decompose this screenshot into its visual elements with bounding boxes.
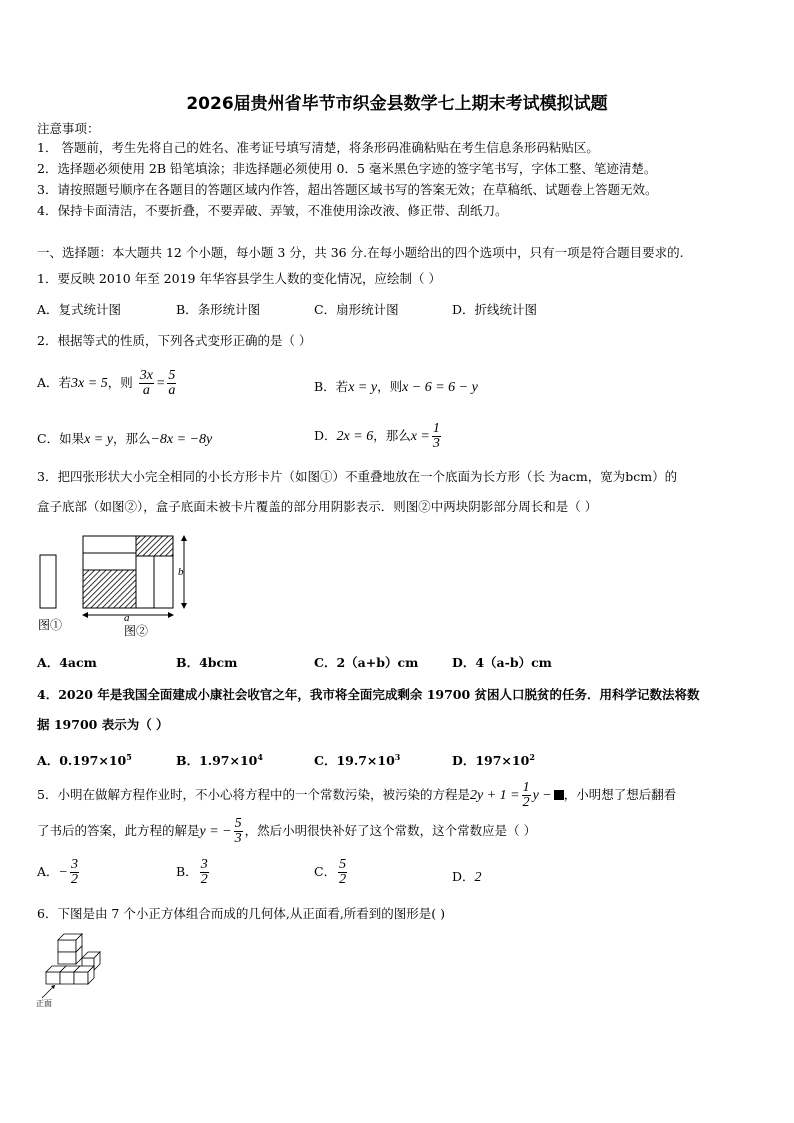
- q4-line-1: 4．2020 年是我国全面建成小康社会收官之年，我市将全面完成剩余 19700 贫困人口脱贫的任务．用科学记数法将数: [37, 687, 700, 702]
- q4-option-d: [452, 750, 535, 768]
- q4-d-exponent: 2: [529, 752, 535, 762]
- q3-figures: [36, 532, 196, 640]
- q5-line-1: [37, 781, 676, 810]
- q3-line-2: 盒子底部（如图②），盒子底面未被卡片覆盖的部分用阴影表示．则图②中两块阴影部分周长和是（ ）: [37, 499, 598, 514]
- fig1-label: 图①: [38, 618, 63, 632]
- q2-d-fraction: [432, 422, 441, 451]
- q2-b-label: B．若: [314, 379, 349, 394]
- q5-a-num: 3: [70, 857, 78, 872]
- q2-b-result: x − 6 = 6 − y: [402, 380, 478, 395]
- q5-eq-right: y −: [532, 788, 552, 803]
- q1-option-d: D．折线统计图: [452, 302, 538, 317]
- fig2-card-top: [83, 536, 136, 553]
- q5-eq-num: 1: [522, 780, 530, 795]
- q5-c-label: C．: [314, 864, 337, 879]
- q4-a-mantissa: A．0.197×10: [37, 753, 127, 769]
- cube-mid-front: [58, 952, 76, 964]
- q4-b-mantissa: B．1.97×10: [176, 753, 258, 769]
- q2-a-eq: =: [155, 376, 166, 391]
- q3-option-a: A．4acm: [37, 655, 97, 670]
- q5-a-sign: −: [58, 865, 68, 880]
- q5-d-value: 2: [474, 870, 482, 885]
- q2-a-cond: 3x = 5: [71, 376, 108, 391]
- notice-item-1: 1． 答题前，考生先将自己的姓名、准考证号填写清楚，将条形码准确粘贴在考生信息条形码粘贴区。: [37, 140, 599, 155]
- front-direction-arrow: [42, 986, 54, 998]
- q1-option-b: B．条形统计图: [176, 302, 261, 317]
- fig1-card: [40, 555, 56, 608]
- q2-d-num: 1: [432, 421, 440, 436]
- q5-line-2: [37, 817, 536, 846]
- cube-front-mid-front: [60, 972, 74, 984]
- cube-front-right-front: [74, 972, 88, 984]
- q2-option-d: [314, 422, 443, 451]
- q4-option-b: [176, 750, 263, 768]
- fig2-card-second: [83, 553, 136, 570]
- q2-a-then: ，则: [107, 375, 133, 390]
- q2-b-then: ，则: [377, 379, 403, 394]
- q2-a-label: A．若: [37, 375, 72, 390]
- q5-sol-num: 5: [234, 816, 242, 831]
- q3-option-d: D．4（a-b）cm: [452, 655, 552, 670]
- cube-top-front: [58, 940, 76, 952]
- q3-option-c: C．2（a+b）cm: [314, 655, 419, 670]
- notice-item-4: 4．保持卡面清洁，不要折叠，不要弄破、弄皱，不准使用涂改液、修正带、刮纸刀。: [37, 203, 508, 218]
- q4-c-mantissa: C．19.7×10: [314, 753, 395, 769]
- q5-c-num: 5: [339, 857, 347, 872]
- q2-d-lhs: x =: [410, 429, 430, 444]
- q2-c-label: C．如果: [37, 431, 85, 446]
- q2-d-then: ，那么: [373, 428, 411, 443]
- q5-option-a: [37, 858, 81, 887]
- q5-line1-pre: 5．小明在做解方程作业时，不小心将方程中的一个常数污染，被污染的方程是: [37, 787, 470, 802]
- q2-option-b: [314, 380, 478, 395]
- page-title: 2026届贵州省毕节市织金县数学七上期末考试模拟试题: [186, 94, 608, 114]
- q6-stem: 6．下图是由 7 个小正方体组合而成的几何体,从正面看,所看到的图形是( ): [37, 906, 446, 921]
- q5-option-b: [176, 858, 211, 887]
- q2-b-cond: x = y: [348, 380, 378, 395]
- q2-d-label: D．: [314, 428, 337, 443]
- q2-c-cond: x = y: [84, 432, 113, 447]
- q4-d-mantissa: D．197×10: [452, 753, 530, 769]
- q5-b-den: 2: [200, 872, 208, 887]
- dim-b-arrow-top: [181, 535, 187, 541]
- q5-option-d: [452, 870, 482, 885]
- q5-b-num: 3: [200, 857, 208, 872]
- q4-a-exponent: 5: [126, 752, 132, 762]
- fig2-card-vertical-1: [136, 556, 154, 608]
- q2-a-fraction-right: [167, 369, 176, 398]
- q6-cube-figure: [34, 928, 104, 1010]
- notice-item-2: 2．选择题必须使用 2B 铅笔填涂；非选择题必须使用 0．5 毫米黑色字迹的签字笔书写，字体工整、笔迹清楚。: [37, 161, 657, 176]
- q5-line2-pre: 了书后的答案，此方程的解是: [37, 823, 200, 838]
- notice-item-3: 3．请按照题号顺序在各题目的答题区域内作答，超出答题区域书写的答案无效；在草稿纸、试题卷上答题无效。: [37, 182, 658, 197]
- dim-b-arrow-bottom: [181, 603, 187, 609]
- q1-option-c: C．扇形统计图: [314, 302, 399, 317]
- q4-option-a: [37, 750, 132, 768]
- q5-a-fraction: [70, 858, 79, 887]
- ink-blot-icon: [554, 790, 564, 800]
- fig2-card-vertical-2: [154, 556, 173, 608]
- q4-line-2: 据 19700 表示为（ ）: [37, 717, 169, 732]
- q2-d-den: 3: [432, 436, 440, 451]
- q5-line2-post: ，然后小明很快补好了这个常数，这个常数应是（ ）: [244, 823, 537, 838]
- q5-b-label: B．: [176, 864, 198, 879]
- q5-eq-fraction: [522, 781, 531, 810]
- q5-option-c: [314, 858, 349, 887]
- cube-front-left-front: [46, 972, 60, 984]
- q2-c-then: ，那么: [112, 431, 151, 446]
- q1-stem: 1．要反映 2010 年至 2019 年华容县学生人数的变化情况，应绘制（ ）: [37, 271, 441, 286]
- q2-option-c: [37, 432, 212, 447]
- q5-eq-den: 2: [522, 795, 530, 810]
- q5-line1-post: ，小明想了想后翻看: [563, 787, 677, 802]
- q5-c-den: 2: [339, 872, 347, 887]
- q2-a-n1: 3x: [139, 368, 153, 383]
- q5-c-fraction: [338, 858, 347, 887]
- q2-stem: 2．根据等式的性质，下列各式变形正确的是（ ）: [37, 333, 312, 348]
- q3-option-b: B．4bcm: [176, 655, 238, 670]
- q5-sol-lhs: y = −: [199, 824, 232, 839]
- q2-a-n2: 5: [168, 368, 176, 383]
- dim-a-arrow-right: [168, 612, 174, 618]
- fig2-shade-bottom-left: [83, 570, 136, 608]
- q2-c-result: −8x = −8y: [150, 432, 213, 447]
- fig2-label: 图②: [124, 624, 149, 638]
- q5-b-fraction: [200, 858, 209, 887]
- q2-d-cond: 2x = 6: [336, 429, 374, 444]
- q4-c-exponent: 3: [394, 752, 401, 762]
- front-label: 正面: [36, 999, 52, 1008]
- q1-option-a: A．复式统计图: [37, 302, 122, 317]
- q5-a-den: 2: [70, 872, 78, 887]
- q2-a-d2: a: [168, 383, 176, 398]
- dim-a-arrow-left: [82, 612, 88, 618]
- q2-option-a: [37, 369, 178, 398]
- q5-sol-fraction: [234, 817, 243, 846]
- q5-sol-den: 3: [234, 831, 242, 846]
- q5-eq-left: 2y + 1 =: [469, 788, 520, 803]
- q5-d-label: D．: [452, 869, 475, 884]
- q3-line-1: 3．把四张形状大小完全相同的小长方形卡片（如图①）不重叠地放在一个底面为长方形（长 为acm，宽为bcm）的: [37, 469, 678, 484]
- q5-a-label: A．: [37, 864, 59, 879]
- q4-option-c: [314, 750, 400, 768]
- notice-heading: 注意事项：: [37, 121, 100, 136]
- section-heading: 一、选择题：本大题共 12 个小题，每小题 3 分，共 36 分.在每小题给出的四个选项中，只有一项是符合题目要求的.: [37, 245, 684, 260]
- dim-a-label: a: [124, 612, 130, 624]
- fig2-shade-top-right: [136, 536, 173, 556]
- q2-a-fraction-left: [139, 369, 154, 398]
- q2-a-d1: a: [142, 383, 150, 398]
- dim-b-label: b: [178, 566, 184, 578]
- q4-b-exponent: 4: [257, 752, 263, 762]
